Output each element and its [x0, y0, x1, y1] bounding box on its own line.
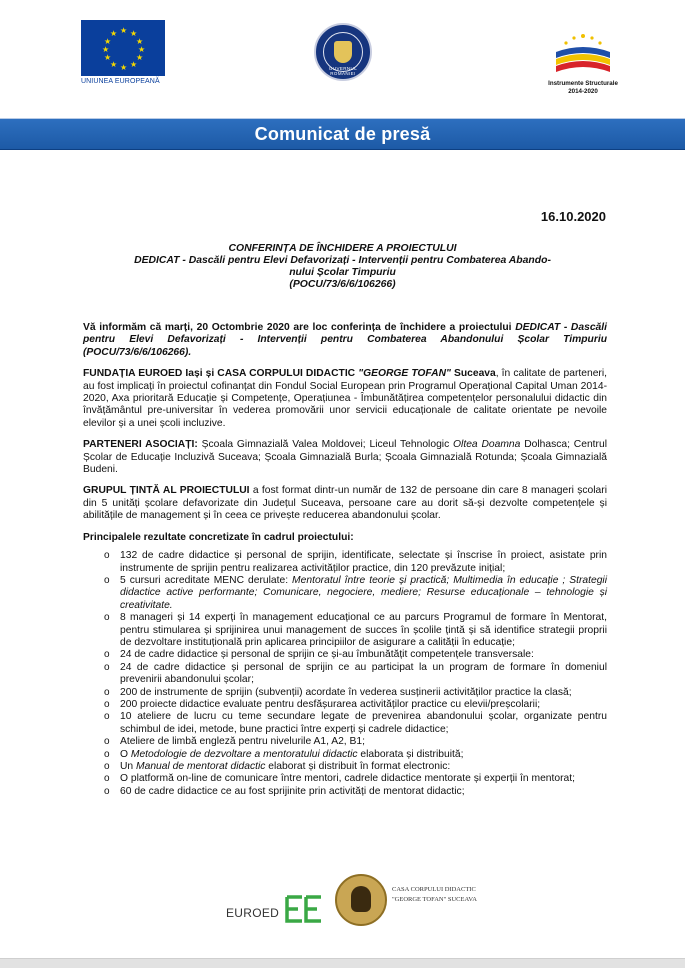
list-item: o 132 de cadre didactice și personal de sprijin, identificate, selectate și înscrise în proiect, asistate prin instrumente de sprijin pentru realizarea activităților practice, din 120 prevăzute inițial; — [83, 550, 607, 575]
foundation-paragraph — [83, 368, 607, 430]
list-item-italic: Manual de mentorat didactic — [136, 761, 266, 772]
list-item-italic: Mentoratul între teorie și practică; Multimedia în educație ; Strategii didactice active performante; Comunicare, negociere, mediere; Resurse educaționale – tehnologie și creativitate. — [120, 574, 607, 611]
project-heading — [80, 243, 605, 291]
press-release-body — [83, 322, 607, 798]
project-heading-line4: (POCU/73/6/6/106266) — [289, 279, 396, 290]
is-caption-line2: 2014-2020 — [568, 88, 598, 95]
list-item: o 60 de cadre didactice ce au fost sprijinite prin activități de mentorat didactic; — [83, 786, 607, 798]
release-date: 16.10.2020 — [540, 209, 606, 224]
partners-paragraph — [83, 439, 607, 476]
list-item-text: 5 cursuri acreditate MENC derulate: — [120, 574, 293, 586]
page-bottom-edge — [0, 958, 685, 968]
press-release-banner — [0, 118, 685, 150]
list-item: o 24 de cadre didactice și personal de sprijin ce au participat la un program de formare în domeniul prevenirii abandonului școlar; — [83, 662, 607, 687]
partners-label: PARTENERI ASOCIAȚI: — [83, 439, 198, 451]
intro-project-name: DEDICAT - Dascăli pentru Elevi Defavorizați - Intervenții pentru Combaterea Abandonului Școlar Timpuriu (POCU/73/6/6/106266). — [83, 322, 607, 358]
list-item: o O platformă on-line de comunicare între mentori, cadrele didactice mentorate și experții în mentorat; — [83, 773, 607, 785]
list-item-text: elaborat și distribuit în format electronic: — [265, 761, 451, 772]
government-seal-icon — [314, 23, 372, 81]
results-list — [83, 550, 607, 798]
list-item-italic: Metodologie de dezvoltare a mentoratului didactic — [130, 748, 358, 760]
ccd-caption — [392, 885, 477, 905]
is-caption-line1: Instrumente Structurale — [548, 80, 618, 87]
results-title: Principalele rezultate concretizate în cadrul proiectului: — [83, 531, 354, 543]
target-group-text: a fost format dintr-un număr de 132 de persoane din care 8 manageri școlari din 5 unități școlare defavorizate din Județul Suceava, persoane care au dorit să-și dezvolte competențele și abilitățile de management și în ceea ce privește reducerea abandonului școlar. — [83, 485, 607, 522]
crest-icon — [334, 41, 352, 63]
foundation-city: Suceava — [450, 368, 496, 380]
portrait-icon — [351, 886, 371, 912]
list-item: o Ateliere de limbă engleză pentru nivelurile A1, A2, B1; — [83, 736, 607, 748]
ccd-seal-icon — [335, 874, 387, 926]
gov-ring-text: GUVERNUL ROMÂNIEI — [328, 66, 358, 76]
partners-italic: Oltea Doamna — [453, 439, 521, 451]
list-item-text: elaborata și distribuită; — [357, 748, 464, 760]
structural-instruments-logo — [540, 20, 626, 102]
list-item-text: Un — [120, 761, 137, 772]
eu-caption: UNIUNEA EUROPEANĂ — [81, 78, 160, 85]
list-item: o 200 proiecte didactice evaluate pentru desfășurarea activităților practice cu elevii/preșcolarii; — [83, 699, 607, 711]
intro-text: Vă informăm că marți, 20 Octombrie 2020 are loc conferința de închidere a proiectului — [83, 322, 516, 333]
list-item: o 200 de instrumente de sprijin (subvenții) acordate în vederea susținerii activităților practice la clasă; — [83, 687, 607, 699]
ccd-line1: CASA CORPULUI DIDACTIC — [392, 886, 476, 893]
banner-title: Comunicat de presă — [254, 124, 431, 144]
project-heading-line2: DEDICAT - Dascăli pentru Elevi Defavorizați - Intervenții pentru Combaterea Abando- — [134, 255, 551, 266]
list-item: o 24 de cadre didactice și personal de sprijin ce și-au îmbunătățit competențele transversale: — [83, 649, 607, 661]
foundation-text: , în calitate de parteneri, au fost implicați în proiectul cofinanțat din Fondul Social European prin Programul Operațional Capital Uman 2014-2020, Axa prioritară Educație și Competențe, Operațiunea - Îmbunătățirea competențelor personalului didactic din învățământul pre-universitar în vederea promovării unor servicii educaționale de calitate orientate pe nevoile elevilor și a unei școli incluzive. — [83, 368, 608, 429]
list-item-text: O — [120, 748, 131, 760]
euroed-logo — [226, 894, 326, 924]
list-item: o 8 manageri și 14 experți în management educațional ce au parcurs Programul de formare în Mentorat, pentru stimularea și sprijinirea unui management de succes în școlile țintă și să identifice strategii proprii de dezvoltare instituțională prin aplicarea principiilor de asigurare a calității în educație; — [83, 612, 607, 649]
euroed-ee-icon — [284, 894, 324, 924]
partners-text1: Școala Gimnazială Valea Moldovei; Liceul Tehnologic — [197, 439, 454, 451]
ccd-line2: "GEORGE TOFAN" SUCEAVA — [392, 896, 477, 903]
eu-flag-icon: ★ ★ ★ ★ ★ ★ ★ ★ ★ ★ ★ ★ — [81, 20, 165, 76]
flag-swoosh-icon — [550, 30, 616, 78]
foundation-names: FUNDAȚIA EUROED Iași și CASA CORPULUI DIDACTIC — [83, 368, 359, 380]
target-group-label: GRUPUL ȚINTĂ AL PROIECTULUI — [83, 485, 250, 497]
list-item — [83, 575, 607, 612]
target-group-paragraph — [83, 485, 607, 522]
list-item: o 10 ateliere de lucru cu teme secundare legate de prevenirea abandonului școlar, organizate pentru schimbul de idei, metode, bune practici între experți și cadrele didactice; — [83, 711, 607, 736]
project-heading-line3: nului Școlar Timpuriu — [289, 267, 396, 278]
list-item — [83, 761, 607, 773]
list-item — [83, 749, 607, 761]
project-heading-line1: CONFERINȚA DE ÎNCHIDERE A PROIECTULUI — [228, 243, 457, 254]
foundation-tofan: "GEORGE TOFAN" — [358, 368, 451, 380]
intro-paragraph — [83, 322, 607, 359]
partners-text2: Dolhasca; Centrul Școlar de Educație Incluzivă Suceava; Școala Gimnazială Burla; Școala Gimnazială Rotunda; Școala Gimnazială Budeni. — [83, 439, 607, 476]
euroed-wordmark: EUROED — [226, 906, 280, 920]
eu-logo — [81, 20, 165, 84]
